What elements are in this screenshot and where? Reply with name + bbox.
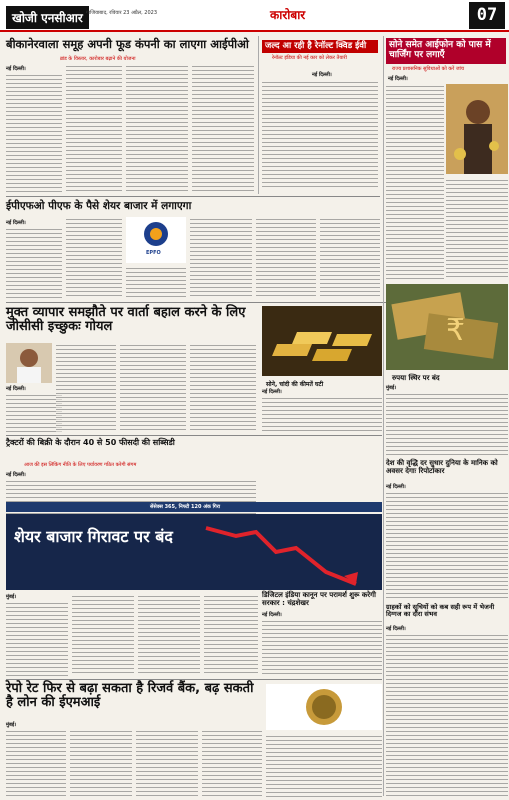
renault-dateline: नई दिल्ली।: [312, 72, 332, 78]
epfo-body-col5: [256, 217, 316, 299]
issue-date: गाजियाबाद, रविवार 23 अप्रैल, 2023: [86, 10, 158, 16]
repo-body-col4: [202, 729, 262, 797]
market-crash-chart-graphic: [6, 514, 382, 590]
rbi-logo-photo: [266, 684, 382, 730]
loan-dateline: नई दिल्ली।: [386, 626, 406, 632]
goyal-photo: [6, 343, 52, 383]
bikanerwala-body-col3: [126, 64, 188, 193]
tractor-dateline: नई दिल्ली।: [6, 472, 26, 478]
sensex-headline: शेयर बाजार गिरावट पर बंद: [14, 527, 173, 546]
newspaper-brand: खोजी एनसीआर: [6, 6, 89, 29]
bikanerwala-body-col4: [192, 64, 254, 193]
silver-dateline: नई दिल्ली।: [262, 389, 282, 395]
trade-dateline: नई दिल्ली।: [6, 386, 26, 392]
epfo-body-col3: [126, 266, 186, 299]
bikanerwala-body-col2: [66, 64, 122, 193]
trade-body-col2: [56, 343, 116, 433]
loan-headline: ग्राहकों को सूचियों को कब सही रूप में भेजनी दिग्गज का दौरा संभव: [386, 603, 495, 619]
rupee-dateline: मुंबई।: [386, 385, 397, 391]
repo-body-col3: [136, 729, 198, 797]
trade-headline: मुक्त व्यापार समझौते पर वार्ता बहाल करने के लिए जीसीसी इच्छुकः गोयल: [6, 305, 246, 335]
masthead: [0, 0, 509, 32]
svg-text:₹: ₹: [446, 313, 466, 348]
repo-body-col2: [70, 729, 132, 797]
epfo-dateline: नई दिल्ली।: [6, 220, 26, 226]
renault-headline: जल्द आ रही है रेनॉल्ट क्विड ईवी: [262, 40, 378, 53]
sensex-ticker: सेंसेक्स 365, निफ्टी 120 अंक गिरा: [150, 504, 221, 510]
gold-dateline: नई दिल्ली।: [388, 76, 408, 82]
tractor-headline: ट्रैक्टरों की बिक्री के दौरान 40 से 50 फीसदी की सब्सिडी: [6, 438, 175, 447]
gold-body-col2: [446, 178, 508, 280]
gold-body-col1: [386, 84, 444, 280]
silver-caption: सोने, चांदी की कीमतें घटी: [266, 381, 324, 388]
digital-india-dateline: नई दिल्ली।: [262, 612, 282, 618]
repo-headline: रेपो रेट फिर से बढ़ा सकता है रिजर्व बैंक, बढ़ सकती है लोन की ईएमआई: [6, 681, 254, 711]
gold-subhead: राज्य प्रशासनिक सुविधाओं को करें जांच: [392, 66, 465, 72]
sensex-dateline: मुंबई।: [6, 594, 17, 600]
sensex-body-col4: [204, 594, 258, 676]
trade-body-col1: [6, 393, 62, 433]
gold-headline: सोने समेत आईफोन को पास में चार्जिंग पर लगाएँ: [386, 38, 506, 64]
digital-india-headline: डिजिटल इंडिया कानून पर परामर्श शुरू करेगी सरकार : चंद्रशेखर: [262, 591, 376, 607]
epfo-logo-text: EPFO: [146, 250, 161, 256]
gdp-body: [386, 491, 508, 601]
epfo-body-col2: [66, 217, 122, 299]
epfo-body-col6: [320, 217, 380, 299]
bikanerwala-subhead: ब्रांड के विस्तार, कारोबार बढ़ाने की योजना: [60, 56, 136, 62]
digital-india-body: [262, 619, 382, 676]
page-number: 07: [469, 2, 505, 29]
repo-dateline: मुंबई।: [6, 722, 17, 728]
sensex-body-col3: [138, 594, 200, 676]
repo-body-col1: [6, 729, 66, 797]
rupee-body: [386, 392, 508, 458]
bikanerwala-body-col1: [6, 73, 62, 193]
epfo-headline: ईपीएफओ पीएफ के पैसे शेयर बाजार में लगाएगा: [6, 200, 192, 212]
sensex-body-col1: [6, 601, 68, 676]
trade-body-col4: [190, 343, 256, 433]
trade-body-col3: [120, 343, 186, 433]
bikanerwala-dateline: नई दिल्ली।: [6, 66, 26, 72]
loan-body: [386, 633, 508, 797]
section-title: कारोबार: [270, 8, 306, 22]
currency-notes-photo: [386, 284, 508, 370]
repo-body-col5: [266, 734, 382, 797]
epfo-body-col4: [190, 217, 252, 299]
renault-subhead: रेनॉल्ट इंडिया की नई कार को लेकर तैयारी: [272, 55, 347, 61]
epfo-body-col1: [6, 227, 62, 299]
woman-with-coins-photo: [446, 84, 508, 174]
sensex-body-col2: [72, 594, 134, 676]
epfo-logo: [126, 217, 186, 263]
tractor-subhead: आज की इस लिंकिंग नीति के लिए पर्यावरण गठित करेगी संगम: [24, 462, 137, 468]
gold-bars-photo: [262, 306, 382, 376]
silver-body: [262, 396, 382, 432]
gdp-dateline: नई दिल्ली।: [386, 484, 406, 490]
rupee-caption: रुपया स्थिर पर बंद: [392, 374, 440, 382]
renault-body: [262, 80, 378, 190]
bikanerwala-headline: बीकानेरवाला समूह अपनी फूड कंपनी का लाएगा आईपीओ: [6, 37, 249, 51]
gdp-headline: देश की वृद्धि दर सुधार दुनिया के मानिक को अवसर देगाः रिपोर्टाकार: [386, 459, 498, 475]
